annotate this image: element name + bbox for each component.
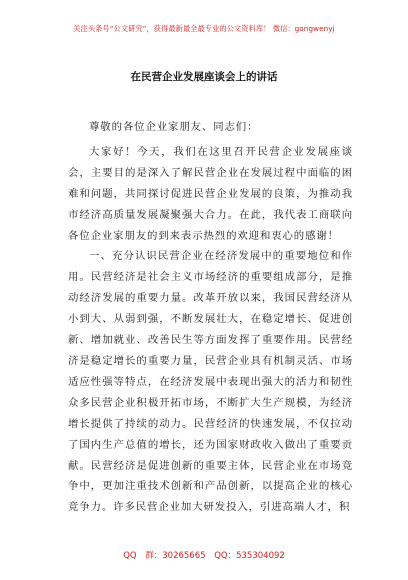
paragraph-1: 大家好！今天，我们在这里召开民营企业发展座谈会，主要目的是深入了解民营企业在发展过程中面临的困难和问题，共同探讨促进民营企业发展的良策，为推动我市经济高质量发展凝聚强大合力。在此，我代表工商联向各位企业家朋友的到来表示热烈的欢迎和衷心的感谢！ (68, 145, 353, 242)
header-note: 关注头条号“公文研究”，获得最新最全最专业的公文资料库！ 微信：gongwenyj (73, 24, 335, 33)
paragraph-2: 一、充分认识民营企业在经济发展中的重要地位和作用。民营经济是社会主义市场经济的重要组成部分，是推动经济发展的重要力量。改革开放以来，我国民营经济从小到大、从弱到强，不断发展壮大，在稳定增长、促进创新、增加就业、改善民生等方面发挥了重要作用。民营经济是稳定增长的重要力量，民营企业具有机制灵活、市场适应性强等特点，在经济发展中表现出强大的活力和韧性众多民营企业积极开拓市场，不断扩大生产规模，为经济增长提供了持续的动力。民营经济的快速发展，不仅拉动了国内生产总值的增长，还为国家财政收入做出了重要贡献。民营经济是促进创新的重要主体，民营企业在市场竞争中，更加注重技术创新和产品创新，以提高企业的核心竞争力。许多民营企业加大研发投入，引进高端人才，积 (68, 250, 353, 514)
page-title: 在民营企业发展座谈会上的讲话 (130, 71, 278, 83)
salutation: 尊敬的各位企业家朋友、同志们： (89, 121, 259, 133)
footer-note: QQ 群：30265665 QQ：535304092 (123, 551, 285, 561)
document-body (68, 117, 353, 518)
